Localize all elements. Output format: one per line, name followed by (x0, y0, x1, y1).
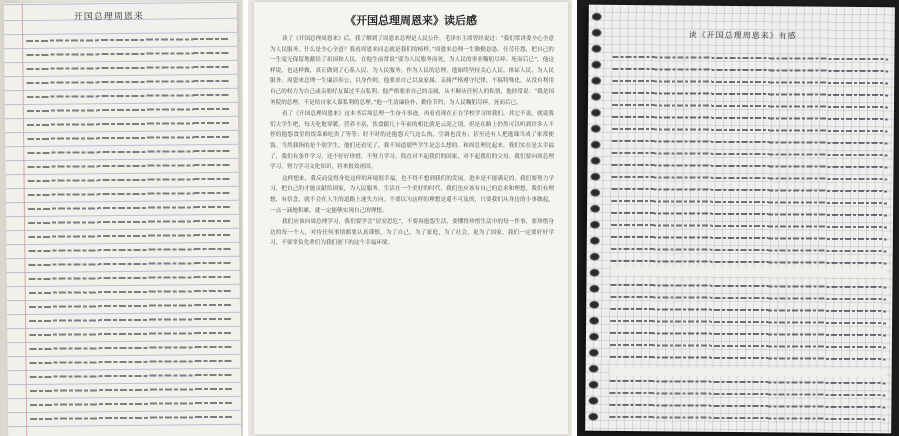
body-paragraph: 读了《开国总理周恩来》后，我了解到了周恩来总理是人民公仆。毛泽东主席曾经说过：“我们常讲要全心全意为人民服务，什么是全心全意？我看周恩来同志就是我们的榜样。”周恩来总理一生勤勤恳恳、任劳任怨，把自己的一生毫无保留地献给了祖国和人民。在他生前常说“要为人民服务而死，为人民的事业鞠躬尽瘁、死而后已”，他这样说，也这样做，真正做到了心系人民、为人民服务。作为人民的总理，他始终坚持关心人民、体谅人民、为人民服务。周恩来总理一生廉洁奉公，以身作则，他要求自己以及家属、亲属严格遵守纪律，不搞特殊化，从没有利用自己的权力为自己或亲朋好友谋过半点私利。他严格要求自己的亲属，从不顺从任何人的私情，他经常说：“我是国务院的总理，不是给自家人谋私利的总理。”他一生清廉俭朴，勤俭节约，为人民鞠躬尽瘁，死而后已。 (270, 36, 554, 106)
binding-ring (590, 237, 600, 245)
binding-ring (589, 333, 599, 341)
printed-document-photo (248, 0, 572, 436)
binding-ring (589, 301, 599, 309)
binding-ring (591, 109, 601, 117)
binding-ring (591, 125, 601, 133)
binding-ring (590, 221, 600, 229)
binding-ring (590, 173, 600, 181)
binding-ring (591, 141, 601, 149)
printed-page (254, 2, 568, 434)
body-paragraph: 我们应该向周总理学习，我们要学会“居安思危”，不要再抱怨生活，要懂得珍惜生活中的每一件事，要珍惜身边的每一个人，对待任何事情都要认真谨慎，为了自己，为了家庭，为了社会，更为了国家，我们一定要好好学习，不要辜负先辈们为我们创下的这个幸福环境。 (270, 219, 554, 247)
handwritten-notebook-photo-right (577, 0, 899, 436)
handwritten-notebook-photo-left (0, 0, 243, 436)
binding-ring (592, 13, 602, 21)
binding-ring (591, 77, 601, 85)
handwritten-title: 开国总理周恩来 (73, 11, 144, 23)
binding-ring (589, 285, 599, 293)
binding-ring (589, 349, 599, 357)
binding-ring (588, 397, 598, 405)
grid-paper-sheet (585, 5, 895, 434)
binding-ring (590, 189, 600, 197)
binding-ring (589, 269, 599, 277)
document-title: 《开国总理周恩来》读后感 (345, 14, 477, 27)
handwritten-text-body (26, 31, 234, 429)
binding-ring (590, 205, 600, 213)
body-paragraph: 这样想来，我反而觉得身处这样的环境很幸福，也不得不想到我们的发展。进步是不能满足的，我们要努力学习，把自己的才能贡献给国家，为人民服务。生活在一个美好的时代，我们也应该有自己的追求和理想。我们有理想，有信念，就不会在人生的道路上迷失方向。不要以为这样的理想是遥不可及的，只要我们从身边的小事做起，一点一滴地积累，就一定能够实现自己的理想。 (270, 175, 554, 214)
binding-ring (590, 253, 600, 261)
document-body (270, 34, 554, 426)
binding-ring (590, 157, 600, 165)
binding-ring (591, 45, 601, 53)
binding-ring (591, 61, 601, 69)
binding-ring (591, 93, 601, 101)
handwritten-title: 读《开国总理周恩来》有感 (688, 30, 797, 41)
binding-ring (589, 365, 599, 373)
binding-ring (589, 317, 599, 325)
lined-paper-sheet (4, 1, 242, 436)
spiral-binding (585, 13, 605, 429)
body-paragraph: 看了《开国总理周恩来》这本书后周总理一生奋斗事迹，再看看现在正在学校学习的我们，其它不说，就说我们大学生吧，每天吃饱穿暖，营养丰富，饮食跟几十年前的相比就是云泥之别，但是在路上仍然可以听到许多人不停的抱怨食堂的饭菜难吃贵了等等；时不时的还抱怨天气这么热，空调也没有；甚至还有人把逃课当成了家常便饭。当然我指的是个别学生，他们还看见了，我不知道那些学生是怎么想的。和周总理比起来，我们实在是太幸福了，我们有条件学习，还不好好珍惜，不努力学习，简直对不起我们的国家、对不起我们的父母。我们要向周总理学习，努力学习文化知识，将来报效祖国。 (270, 111, 554, 171)
binding-ring (589, 381, 599, 389)
binding-ring (588, 413, 598, 421)
binding-ring (592, 29, 602, 37)
